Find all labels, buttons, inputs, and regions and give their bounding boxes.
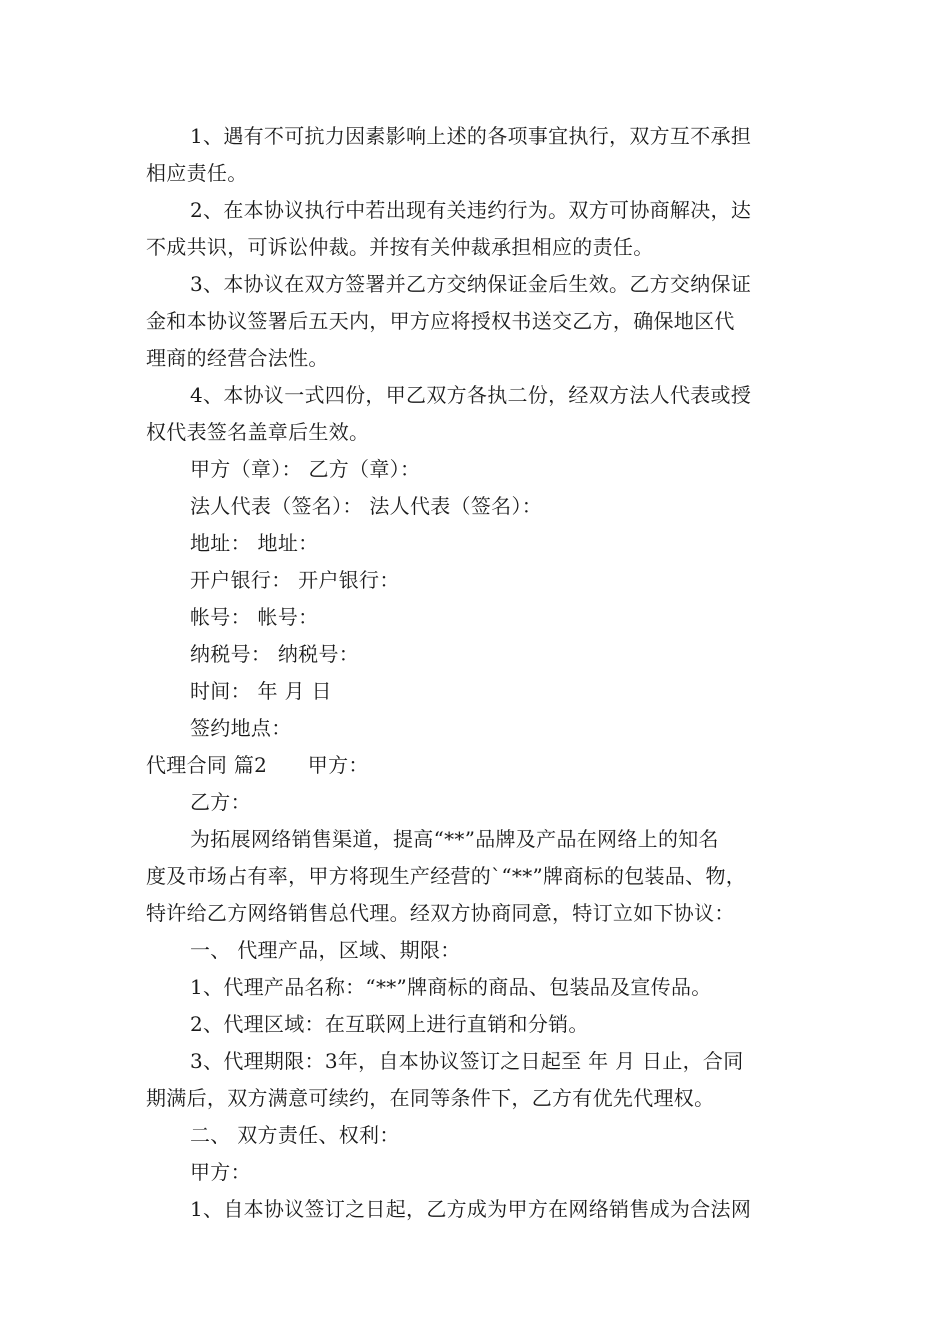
text-line: 开户银行： 开户银行： — [190, 568, 400, 592]
text-line: 1、遇有不可抗力因素影响上述的各项事宜执行，双方互不承担 — [190, 124, 752, 148]
text-line: 3、代理期限：3年，自本协议签订之日起至 年 月 日止，合同 — [190, 1049, 744, 1073]
text-line: 3、本协议在双方签署并乙方交纳保证金后生效。乙方交纳保证 — [190, 272, 752, 296]
text-line: 1、自本协议签订之日起，乙方成为甲方在网络销售成为合法网 — [190, 1197, 752, 1221]
text-line: 4、本协议一式四份，甲乙双方各执二份，经双方法人代表或授 — [190, 383, 752, 407]
text-line: 二、 双方责任、权利： — [190, 1123, 400, 1147]
text-line: 1、代理产品名称：“**”牌商标的商品、包装品及宣传品。 — [190, 975, 712, 999]
text-line: 法人代表（签名）： 法人代表（签名）： — [190, 494, 543, 518]
text-line: 为拓展网络销售渠道，提高“**”品牌及产品在网络上的知名 — [190, 827, 719, 851]
text-line: 时间： 年 月 日 — [190, 679, 332, 703]
text-line: 甲方（章）： 乙方（章）： — [190, 457, 421, 481]
text-line: 相应责任。 — [146, 161, 248, 185]
text-line: 不成共识，可诉讼仲裁。并按有关仲裁承担相应的责任。 — [146, 235, 654, 259]
text-line: 帐号： 帐号： — [190, 605, 319, 629]
section-heading: 代理合同 篇2 甲方： — [146, 753, 369, 777]
text-line: 权代表签名盖章后生效。 — [146, 420, 370, 444]
text-line: 度及市场占有率，甲方将现生产经营的`“**”牌商标的包装品、物， — [146, 864, 747, 888]
text-line: 一、 代理产品，区域、期限： — [190, 938, 461, 962]
text-line: 期满后，双方满意可续约，在同等条件下，乙方有优先代理权。 — [146, 1086, 715, 1110]
text-line: 签约地点： — [190, 716, 292, 740]
text-line: 2、代理区域：在互联网上进行直销和分销。 — [190, 1012, 589, 1036]
text-line: 金和本协议签署后五天内，甲方应将授权书送交乙方，确保地区代 — [146, 309, 735, 333]
text-line: 纳税号： 纳税号： — [190, 642, 360, 666]
text-line: 地址： 地址： — [190, 531, 319, 555]
text-line: 甲方： — [190, 1160, 251, 1184]
text-line: 特许给乙方网络销售总代理。经双方协商同意，特订立如下协议： — [146, 901, 735, 925]
text-line: 2、在本协议执行中若出现有关违约行为。双方可协商解决，达 — [190, 198, 752, 222]
text-line: 乙方： — [190, 790, 251, 814]
text-line: 理商的经营合法性。 — [146, 346, 329, 370]
